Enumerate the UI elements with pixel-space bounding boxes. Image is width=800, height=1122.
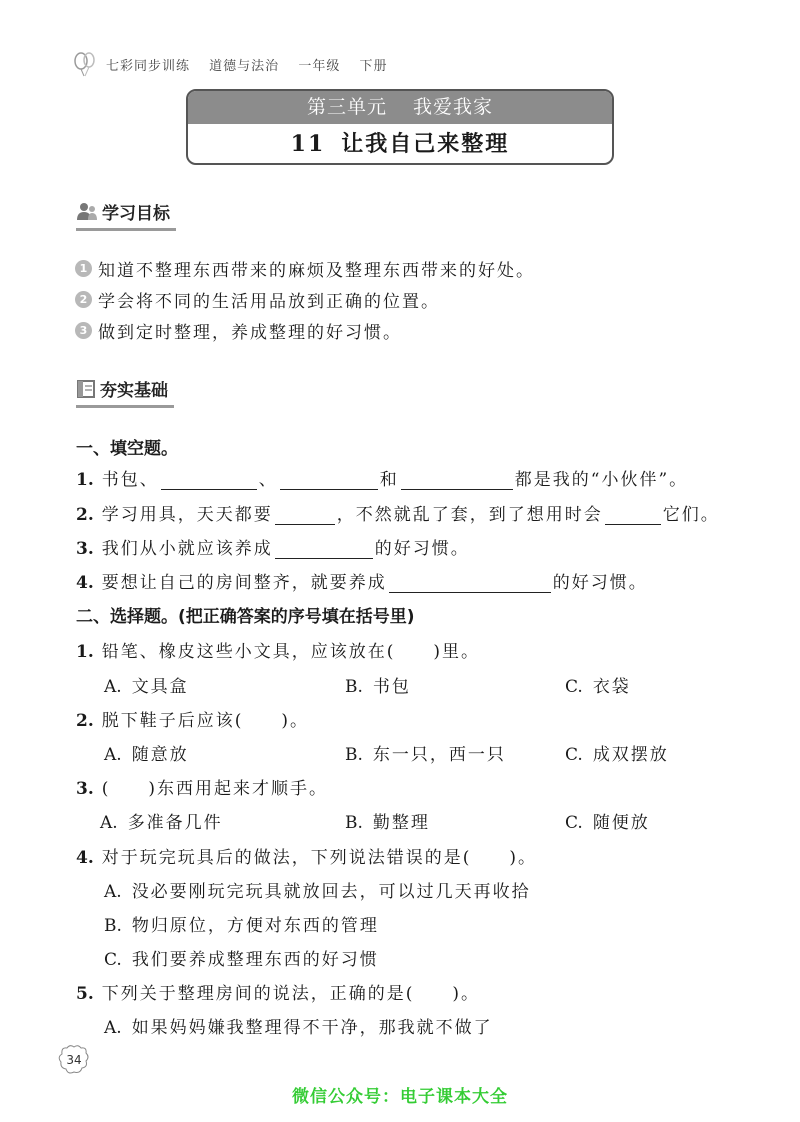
option-c[interactable]: C. 衣袋 (565, 677, 631, 697)
fill-question-4: 4. 要想让自己的房间整齐，就要养成 的好习惯。 (76, 573, 648, 593)
option-b[interactable]: B. 勤整理 (345, 813, 430, 833)
goal-item (75, 287, 440, 312)
lesson-number: 11 (290, 131, 326, 157)
option-a[interactable]: A. 随意放 (104, 745, 189, 765)
goal-number-badge: 2 (75, 291, 92, 308)
option-b[interactable]: B. 东一只，西一只 (345, 745, 506, 765)
answer-blank[interactable] (401, 472, 513, 490)
goal-number-badge: 1 (75, 260, 92, 277)
answer-blank[interactable] (275, 507, 335, 525)
header-volume: 下册 (359, 58, 388, 74)
unit-label: 第三单元 (306, 96, 387, 118)
choice-question-2: 2. 脱下鞋子后应该( )。 (76, 711, 310, 731)
option-a[interactable]: A. 文具盒 (104, 677, 189, 697)
goal-text: 做到定时整理，养成整理的好习惯。 (98, 323, 402, 343)
unit-name: 我爱我家 (413, 96, 494, 118)
fill-question-1: 1. 书包、 、 和 都是我的“小伙伴”。 (76, 470, 689, 490)
goal-item (75, 318, 402, 343)
lesson-title (188, 124, 612, 164)
people-icon (76, 202, 98, 222)
goal-item (75, 256, 535, 281)
answer-blank[interactable] (161, 472, 257, 490)
choice-question-5: 5. 下列关于整理房间的说法，正确的是( )。 (76, 984, 481, 1004)
option-a[interactable]: A. 没必要刚玩完玩具就放回去，可以过几天再收拾 (104, 882, 531, 902)
header-series: 七彩同步训练 (106, 58, 191, 74)
answer-blank[interactable] (389, 575, 551, 593)
choice-question-1: 1. 铅笔、橡皮这些小文具，应该放在( )里。 (76, 642, 481, 662)
option-b[interactable]: B. 书包 (345, 677, 411, 697)
book-icon (76, 379, 96, 399)
fill-question-2: 2. 学习用具，天天都要 ，不然就乱了套，到了想用时会 它们。 (76, 505, 720, 525)
page-number: 34 (58, 1044, 90, 1076)
lesson-title-box (186, 89, 614, 165)
option-a[interactable]: A. 如果妈妈嫌我整理得不干净，那我就不做了 (104, 1018, 493, 1038)
balloon-icon (72, 51, 98, 77)
lesson-name: 让我自己来整理 (341, 131, 510, 157)
option-c[interactable]: C. 随便放 (565, 813, 650, 833)
fill-question-3: 3. 我们从小就应该养成 的好习惯。 (76, 539, 470, 559)
goal-text: 学会将不同的生活用品放到正确的位置。 (98, 292, 440, 312)
section-basics-heading: 夯实基础 (76, 376, 168, 401)
option-c[interactable]: C. 成双摆放 (565, 745, 669, 765)
goal-number-badge: 3 (75, 322, 92, 339)
header-grade: 一年级 (298, 58, 341, 74)
choice-question-4: 4. 对于玩完玩具后的做法，下列说法错误的是( )。 (76, 848, 538, 868)
option-b[interactable]: B. 物归原位，方便对东西的管理 (104, 916, 379, 936)
answer-blank[interactable] (605, 507, 661, 525)
page-header (72, 52, 401, 76)
choice-heading: 二、选择题。(把正确答案的序号填在括号里) (76, 607, 415, 627)
option-c[interactable]: C. 我们要养成整理东西的好习惯 (104, 950, 379, 970)
section-goals-heading: 学习目标 (76, 199, 170, 224)
header-subject: 道德与法治 (209, 58, 280, 74)
option-a[interactable]: A. 多准备几件 (100, 813, 223, 833)
watermark-text: 微信公众号：电子课本大全 (292, 1087, 508, 1107)
fill-blank-heading: 一、填空题。 (76, 439, 178, 459)
unit-bar (188, 91, 612, 124)
choice-question-3: 3. ( )东西用起来才顺手。 (76, 779, 329, 799)
goal-text: 知道不整理东西带来的麻烦及整理东西带来的好处。 (98, 261, 535, 281)
answer-blank[interactable] (275, 541, 373, 559)
answer-blank[interactable] (280, 472, 378, 490)
